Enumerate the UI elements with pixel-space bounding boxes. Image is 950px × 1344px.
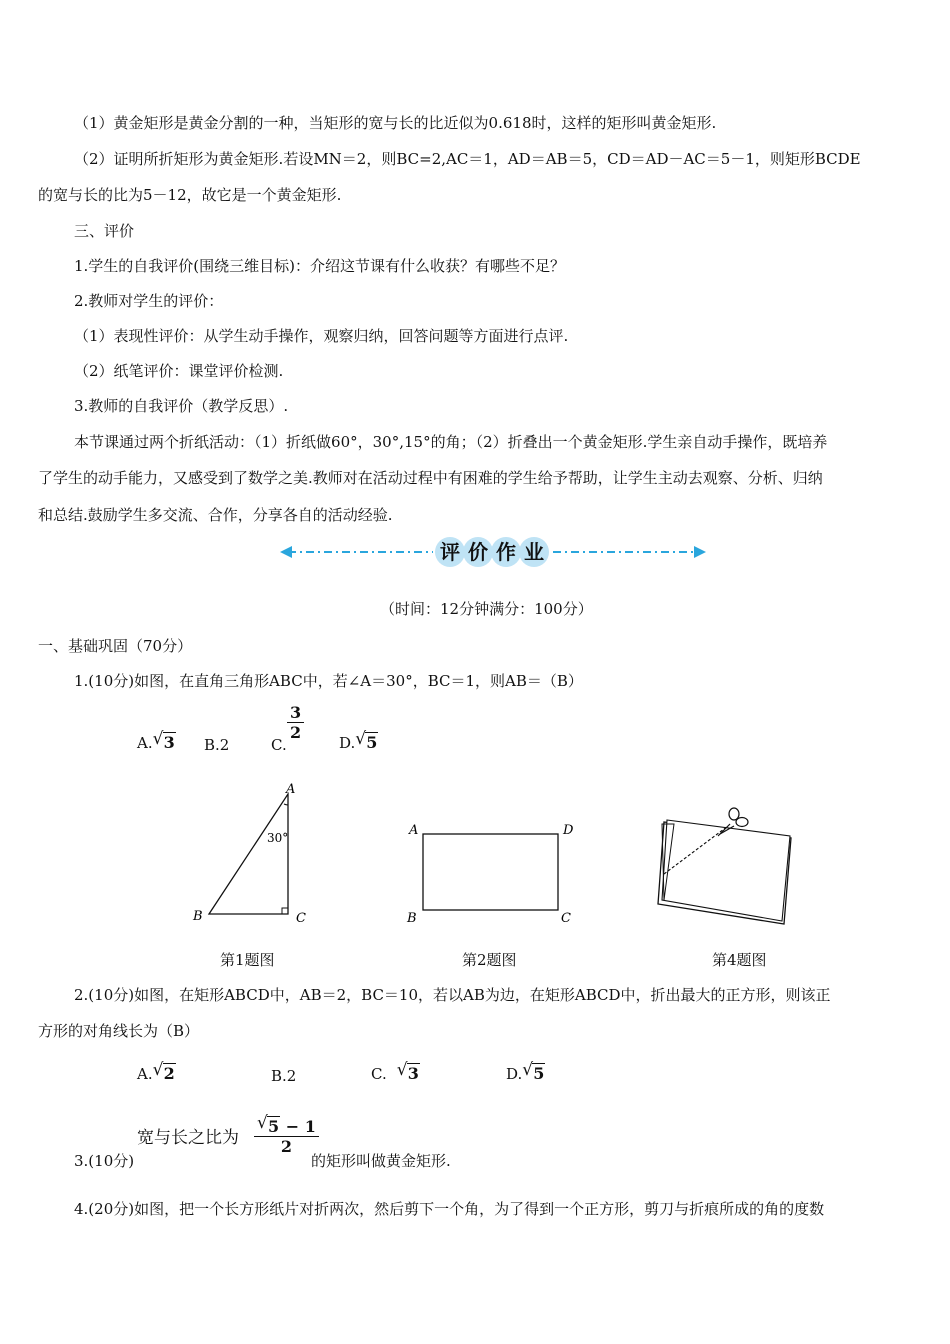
q1-option-c-label: C.: [271, 736, 287, 754]
eval-heading: 三、评价: [74, 222, 135, 240]
reflection-line-3: 和总结.鼓励学生多交流、合作，分享各自的活动经验.: [38, 506, 393, 524]
sqrt-symbol: √ 5: [355, 729, 378, 752]
time-limit: （时间：12分钟满分：100分）: [380, 600, 593, 618]
banner-char-2: 价: [468, 540, 488, 564]
q2-option-d: D. √ 5: [506, 1060, 545, 1083]
q1-option-a: A. √ 3: [137, 729, 175, 752]
fig1-angle-label: 30°: [267, 831, 289, 845]
fig2-label-d: D: [563, 823, 574, 838]
banner-char-1: 评: [440, 540, 460, 564]
figure-1-triangle: [185, 780, 315, 930]
intro-paragraph-2-cont: 的宽与长的比为5－12，故它是一个黄金矩形.: [38, 186, 342, 204]
q1-option-d: D. √ 5: [339, 729, 378, 752]
figure-1-caption: 第1题图: [220, 951, 275, 969]
eval-item-1: 1.学生的自我评价(围绕三维目标)：介绍这节课有什么收获？有哪些不足？: [74, 257, 566, 275]
figure-2-rectangle: [400, 815, 585, 930]
banner-char-4: 业: [524, 540, 544, 564]
intro-paragraph-2: （2）证明所折矩形为黄金矩形.若设MN＝2，则BC=2,AC＝1，AD＝AB＝5，CD＝AD－AC＝5－1，则矩形BCDE: [74, 150, 861, 168]
fig1-label-c: C: [296, 911, 306, 926]
q1-option-c-fraction: $\frac{3}{2}$: [287, 703, 304, 742]
q2-option-a: A. √ 2: [137, 1060, 175, 1083]
q3-golden-fraction: √ 5 − 1 2: [254, 1117, 319, 1156]
q2-option-b: B.2: [271, 1067, 297, 1085]
reflection-line-1: 本节课通过两个折纸活动：（1）折纸做60°，30°,15°的角；（2）折叠出一个黄金矩形.学生亲自动手操作，既培养: [74, 433, 828, 451]
fig2-label-a: A: [409, 823, 419, 838]
banner-arrows: [278, 535, 708, 569]
question-2-cont: 方形的对角线长为（B）: [38, 1022, 200, 1040]
eval-item-3: 3.教师的自我评价（教学反思）.: [74, 397, 289, 415]
question-4: 4.(20分)如图，把一个长方形纸片对折两次，然后剪下一个角，为了得到一个正方形，剪刀与折痕所成的角的度数: [74, 1200, 825, 1218]
homework-banner: [278, 535, 708, 569]
sqrt-symbol: √ 3: [396, 1060, 419, 1083]
figure-4-caption: 第4题图: [712, 951, 767, 969]
intro-paragraph-1: （1）黄金矩形是黄金分割的一种，当矩形的宽与长的比近似为0.618时，这样的矩形叫黄金矩形.: [74, 114, 717, 132]
fig2-label-b: B: [407, 911, 417, 926]
eval-item-2a: （1）表现性评价：从学生动手操作，观察归纳，回答问题等方面进行点评.: [74, 327, 569, 345]
fig2-label-c: C: [561, 911, 571, 926]
sqrt-symbol: √ 5: [522, 1060, 545, 1083]
banner-char-3: 作: [496, 540, 516, 564]
fig1-label-b: B: [193, 909, 203, 924]
figure-4-folded-paper: [650, 800, 800, 930]
eval-item-2: 2.教师对学生的评价：: [74, 292, 224, 310]
reflection-line-2: 了学生的动手能力，又感受到了数学之美.教师对在活动过程中有困难的学生给予帮助，让学生主动去观察、分析、归纳: [38, 469, 823, 487]
figure-2-caption: 第2题图: [462, 951, 517, 969]
eval-item-2b: （2）纸笔评价：课堂评价检测.: [74, 362, 284, 380]
question-3-label: 3.(10分): [74, 1152, 135, 1170]
fig1-label-a: A: [286, 782, 296, 797]
sqrt-symbol: √ 3: [152, 729, 175, 752]
q3-suffix: 的矩形叫做黄金矩形.: [311, 1152, 451, 1170]
question-1: 1.(10分)如图，在直角三角形ABC中，若∠A＝30°，BC＝1，则AB＝（B）: [74, 672, 583, 690]
q2-option-c: C. √ 3: [371, 1060, 419, 1083]
question-2: 2.(10分)如图，在矩形ABCD中，AB＝2，BC＝10，若以AB为边，在矩形ABCD中，折出最大的正方形，则该正: [74, 986, 831, 1004]
sqrt-symbol: √ 5: [257, 1113, 280, 1136]
q3-prefix: 宽与长之比为: [137, 1128, 239, 1148]
q1-option-b: B.2: [204, 736, 230, 754]
sqrt-symbol: √ 2: [152, 1060, 175, 1083]
section-heading: 一、基础巩固（70分）: [38, 637, 193, 655]
